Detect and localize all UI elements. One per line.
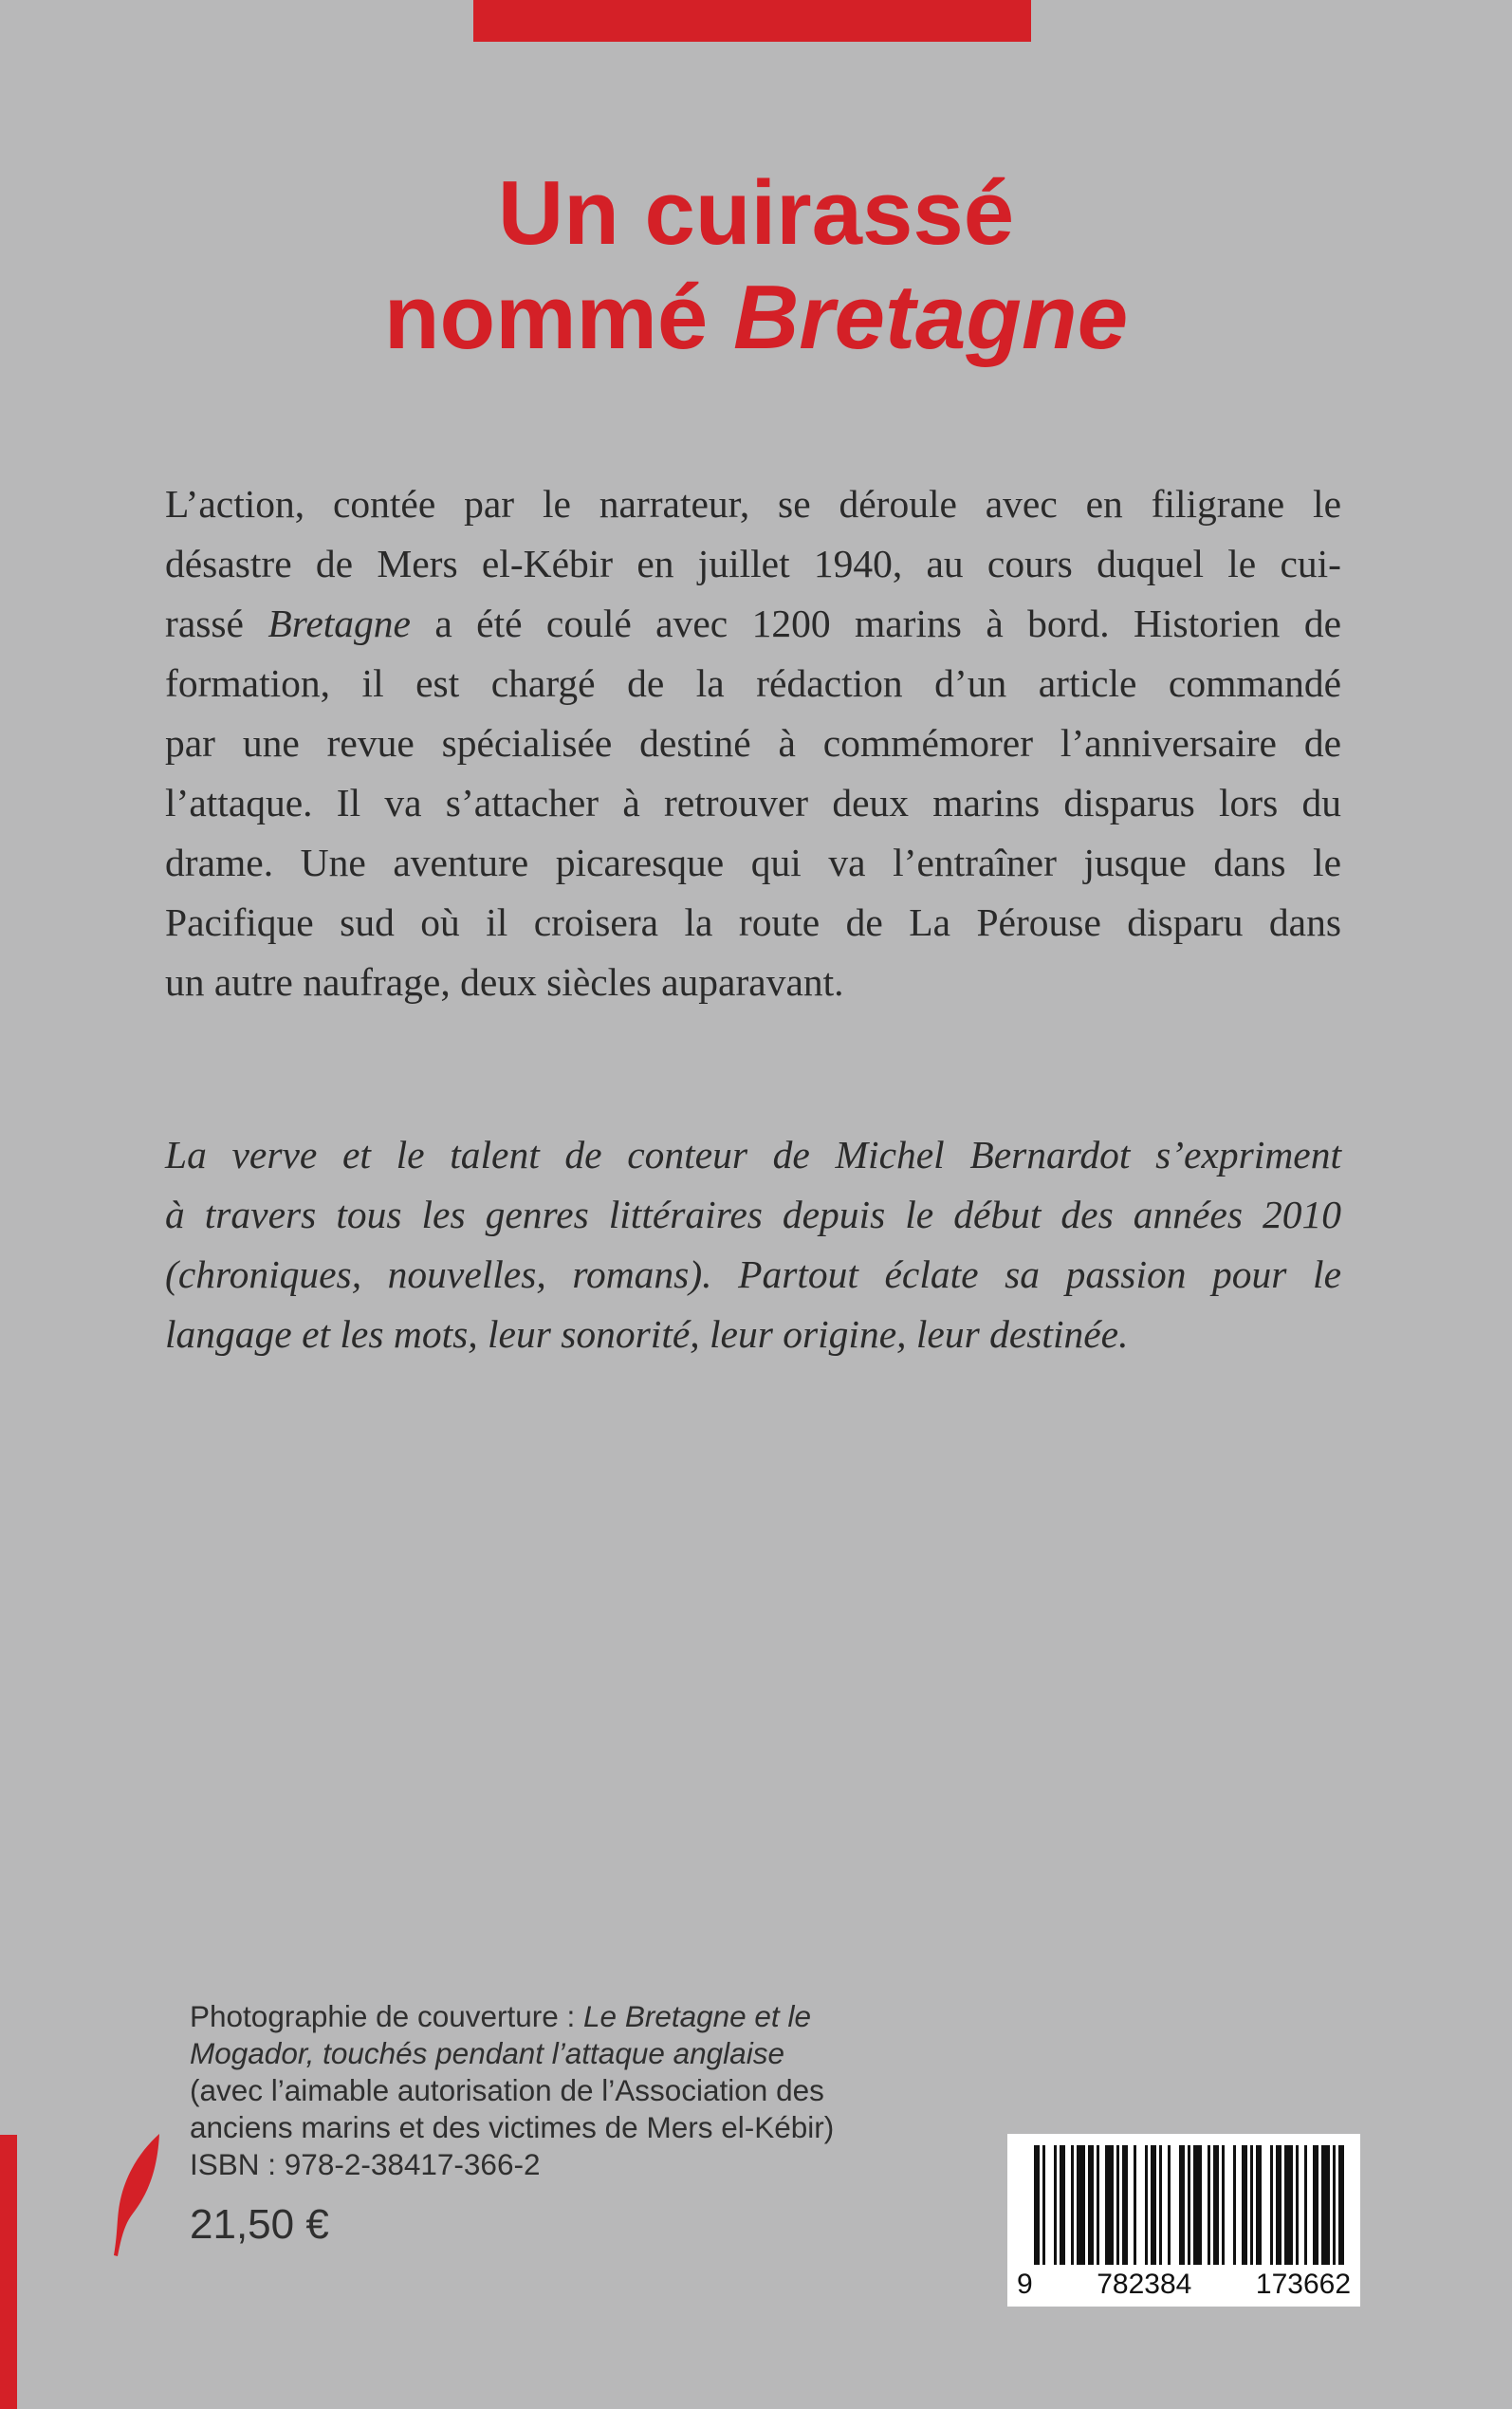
barcode-bar xyxy=(1321,2145,1330,2265)
title-line-1: Un cuirassé xyxy=(497,162,1015,264)
synopsis-ship-name: Bretagne xyxy=(267,602,411,645)
synopsis-line: formation, il est chargé de la rédaction d’un article commandé xyxy=(165,661,1341,705)
barcode-bar xyxy=(1333,2145,1336,2265)
barcode-bars xyxy=(1007,2134,1360,2269)
side-accent-band xyxy=(0,2135,17,2409)
barcode-bar xyxy=(1313,2145,1318,2265)
isbn: ISBN : 978-2-38417-366-2 xyxy=(190,2147,541,2181)
title-line-2-text: nommé xyxy=(383,267,733,368)
credits-photo-title: Le Bretagne et le xyxy=(583,1999,811,2033)
barcode-bar xyxy=(1088,2145,1094,2265)
barcode-bar xyxy=(1077,2145,1085,2265)
bio-line: langage et les mots, leur sonorité, leur origine, leur destinée. xyxy=(165,1312,1129,1356)
synopsis-text: a été coulé avec 1200 marins à bord. Historien de xyxy=(410,602,1341,645)
barcode-bar xyxy=(1270,2145,1273,2265)
bio-line: La verve et le talent de conteur de Michel Bernardot s’expriment xyxy=(165,1133,1341,1177)
barcode-bar xyxy=(1188,2145,1190,2265)
barcode-bar xyxy=(1250,2145,1253,2265)
barcode-bar xyxy=(1145,2145,1148,2265)
barcode-bar xyxy=(1233,2145,1236,2265)
book-title xyxy=(190,161,1322,370)
credits-line xyxy=(190,1998,949,2035)
credits-photo-title: Mogador, touchés pendant l’attaque anglaise xyxy=(190,2036,784,2070)
barcode-bar xyxy=(1222,2145,1225,2265)
credits-line: (avec l’aimable autorisation de l’Association des xyxy=(190,2073,824,2107)
synopsis-line: Pacifique sud où il croisera la route de La Pérouse disparu dans xyxy=(165,900,1341,944)
barcode-bar xyxy=(1134,2145,1136,2265)
synopsis-line: drame. Une aventure picaresque qui va l’entraîner jusque dans le xyxy=(165,841,1341,884)
barcode-first-digit: 9 xyxy=(1017,2269,1033,2300)
barcode-group-1: 782384 xyxy=(1097,2269,1192,2300)
title-ship-name: Bretagne xyxy=(732,267,1129,368)
title-line-2 xyxy=(190,266,1322,370)
feather-icon xyxy=(104,2130,171,2263)
barcode-group-2: 173662 xyxy=(1255,2269,1351,2300)
credits-line: anciens marins et des victimes de Mers el-Kébir) xyxy=(190,2110,835,2144)
barcode-bar xyxy=(1179,2145,1185,2265)
barcode-bar xyxy=(1097,2145,1099,2265)
barcode-bar xyxy=(1159,2145,1162,2265)
synopsis-line: L’action, contée par le narrateur, se déroule avec en filigrane le xyxy=(165,482,1341,526)
barcode-bar xyxy=(1054,2145,1057,2265)
credits-label: Photographie de couverture : xyxy=(190,1999,584,2033)
barcode-bar xyxy=(1213,2145,1219,2265)
synopsis-paragraph xyxy=(165,474,1341,1012)
top-accent-band xyxy=(473,0,1031,42)
barcode-bar xyxy=(1151,2145,1156,2265)
barcode-bar xyxy=(1105,2145,1114,2265)
price: 21,50 € xyxy=(190,2201,329,2248)
synopsis-line xyxy=(165,594,1341,654)
credits-line xyxy=(190,2035,949,2072)
barcode-bar xyxy=(1071,2145,1074,2265)
barcode-bar xyxy=(1116,2145,1119,2265)
cover-credits xyxy=(190,1998,949,2183)
barcode xyxy=(1007,2134,1360,2307)
bio-line: (chroniques, nouvelles, romans). Partout éclate sa passion pour le xyxy=(165,1252,1341,1296)
synopsis-line: par une revue spécialisée destiné à commémorer l’anniversaire de xyxy=(165,721,1341,765)
barcode-bar xyxy=(1242,2145,1247,2265)
synopsis-line: désastre de Mers el-Kébir en juillet 1940, au cours duquel le cui- xyxy=(165,542,1341,585)
synopsis-text: rassé xyxy=(165,602,268,645)
synopsis-line: un autre naufrage, deux siècles auparavant. xyxy=(165,960,844,1004)
barcode-bar xyxy=(1338,2145,1344,2265)
barcode-bar xyxy=(1168,2145,1171,2265)
barcode-bar xyxy=(1284,2145,1293,2265)
barcode-bar xyxy=(1042,2145,1045,2265)
barcode-bar xyxy=(1256,2145,1262,2265)
barcode-bar xyxy=(1276,2145,1282,2265)
barcode-digits xyxy=(1007,2269,1360,2301)
barcode-bar xyxy=(1060,2145,1065,2265)
barcode-bar xyxy=(1193,2145,1202,2265)
barcode-bar xyxy=(1208,2145,1210,2265)
bio-line: à travers tous les genres littéraires depuis le début des années 2010 xyxy=(165,1193,1341,1236)
barcode-bar xyxy=(1034,2145,1040,2265)
barcode-bar xyxy=(1122,2145,1128,2265)
barcode-bar xyxy=(1304,2145,1307,2265)
author-bio-paragraph xyxy=(165,1125,1341,1364)
synopsis-line: l’attaque. Il va s’attacher à retrouver deux marins disparus lors du xyxy=(165,781,1341,825)
barcode-bar xyxy=(1296,2145,1299,2265)
